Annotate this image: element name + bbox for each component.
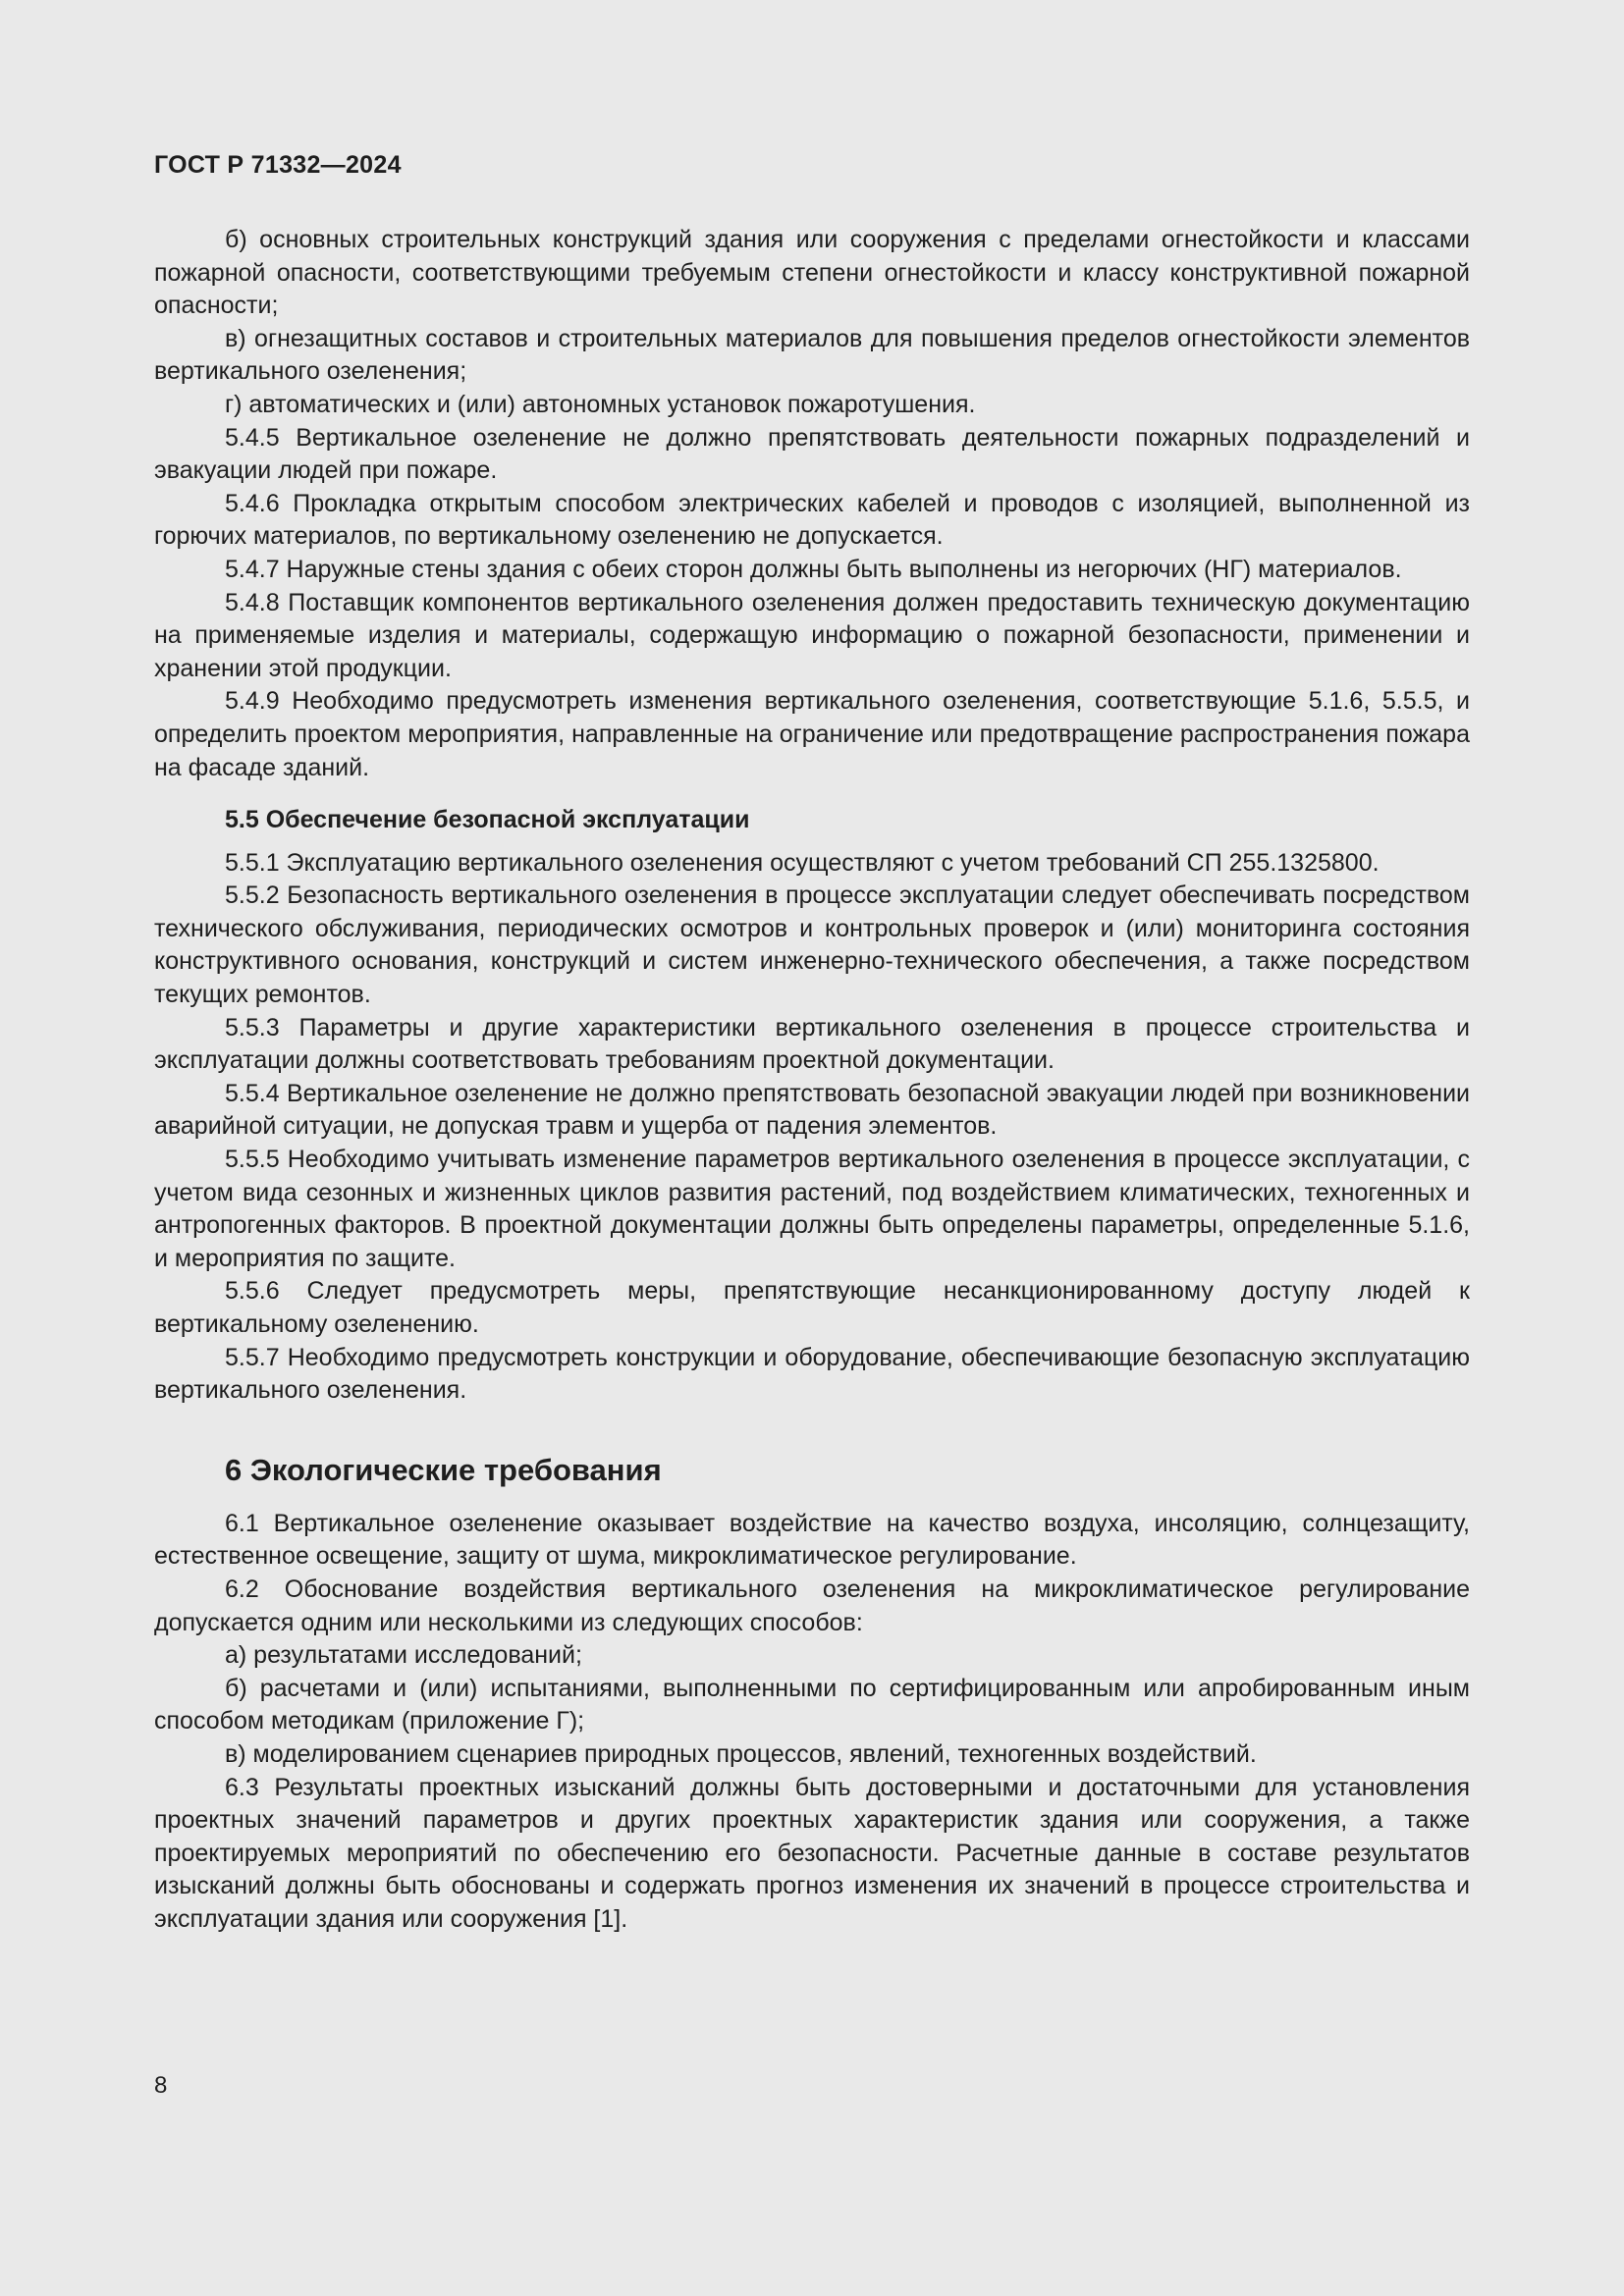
- paragraph-6-2-v: в) моделированием сценариев природных процессов, явлений, техногенных воздействий.: [225, 1739, 1257, 1768]
- paragraph-5-5-3: 5.5.3 Параметры и другие характеристики вертикального озеленения в процессе строительства и эксплуатации должны соответствовать требованиям проектной документации.: [154, 1013, 1470, 1075]
- paragraph-list-item-g: г) автоматических и (или) автономных установок пожаротушения.: [225, 390, 976, 418]
- paragraph-6-2: 6.2 Обоснование воздействия вертикального озеленения на микроклиматическое регулирование допускается одним или несколькими из следующих способов:: [154, 1575, 1470, 1636]
- paragraph-6-2-a: а) результатами исследований;: [225, 1641, 582, 1670]
- paragraph-6-3: 6.3 Результаты проектных изысканий должны быть достоверными и достаточными для установления проектных значений параметров и других проектных характеристик здания или сооружения, а также проектируемых мероприятий по обеспечению его безопасности. Расчетные данные в составе результатов изысканий должны быть обоснованы и содержать прогноз изменения их значений в процессе строительства и эксплуатации здания или сооружения [1].: [154, 1773, 1470, 1933]
- paragraph-5-4-6: 5.4.6 Прокладка открытым способом электрических кабелей и проводов с изоляцией, выполненной из горючих материалов, по вертикальному озеленению не допускается.: [154, 489, 1470, 551]
- paragraph-5-4-9: 5.4.9 Необходимо предусмотреть изменения вертикального озеленения, соответствующие 5.1.6, 5.5.5, и определить проектом мероприятия, направленные на ограничение или предотвращение распространения пожара на фасаде зданий.: [154, 687, 1470, 781]
- paragraph-5-4-5: 5.4.5 Вертикальное озеленение не должно препятствовать деятельности пожарных подразделений и эвакуации людей при пожаре.: [154, 423, 1470, 485]
- paragraph-5-5-7: 5.5.7 Необходимо предусмотреть конструкции и оборудование, обеспечивающие безопасную эксплуатацию вертикального озеленения.: [154, 1343, 1470, 1405]
- page-body: [154, 224, 1470, 1937]
- page-number: 8: [154, 2072, 168, 2099]
- paragraph-5-5-2: 5.5.2 Безопасность вертикального озеленения в процессе эксплуатации следует обеспечивать посредством технического обслуживания, периодических осмотров и контрольных проверок и (или) мониторинга состояния конструктивного основания, конструкций и систем инженерно-технического обеспечения, а также посредством текущих ремонтов.: [154, 881, 1470, 1009]
- paragraph-list-item-b: б) основных строительных конструкций здания или сооружения с пределами огнестойкости и классами пожарной опасности, соответствующими требуемым степени огнестойкости и классу конструктивной пожарной опасности;: [154, 226, 1470, 320]
- paragraph-5-5-1: 5.5.1 Эксплуатацию вертикального озеленения осуществляют с учетом требований СП 255.1325800.: [225, 848, 1380, 877]
- paragraph-6-1: 6.1 Вертикальное озеленение оказывает воздействие на качество воздуха, инсоляцию, солнцезащиту, естественное освещение, защиту от шума, микроклиматическое регулирование.: [154, 1509, 1470, 1571]
- section-heading-5-5: 5.5 Обеспечение безопасной эксплуатации: [225, 806, 750, 834]
- document-code: ГОСТ Р 71332—2024: [154, 151, 402, 179]
- paragraph-list-item-v: в) огнезащитных составов и строительных материалов для повышения пределов огнестойкости элементов вертикального озеленения;: [154, 324, 1470, 386]
- paragraph-5-5-4: 5.5.4 Вертикальное озеленение не должно препятствовать безопасной эвакуации людей при возникновении аварийной ситуации, не допуская травм и ущерба от падения элементов.: [154, 1079, 1470, 1141]
- paragraph-6-2-b: б) расчетами и (или) испытаниями, выполненными по сертифицированным или апробированным иным способом методикам (приложение Г);: [154, 1674, 1470, 1735]
- paragraph-5-5-6: 5.5.6 Следует предусмотреть меры, препятствующие несанкционированному доступу людей к вертикальному озеленению.: [154, 1277, 1470, 1338]
- paragraph-5-4-8: 5.4.8 Поставщик компонентов вертикального озеленения должен предоставить техническую документацию на применяемые изделия и материалы, содержащую информацию о пожарной безопасности, применении и хранении этой продукции.: [154, 588, 1470, 682]
- paragraph-5-4-7: 5.4.7 Наружные стены здания с обеих сторон должны быть выполнены из негорючих (НГ) материалов.: [225, 555, 1402, 583]
- paragraph-5-5-5: 5.5.5 Необходимо учитывать изменение параметров вертикального озеленения в процессе эксплуатации, с учетом вида сезонных и жизненных циклов развития растений, под воздействием климатических, техногенных и антропогенных факторов. В проектной документации должны быть определены параметры, определенные 5.1.6, и мероприятия по защите.: [154, 1146, 1470, 1272]
- section-heading-6: 6 Экологические требования: [225, 1452, 662, 1487]
